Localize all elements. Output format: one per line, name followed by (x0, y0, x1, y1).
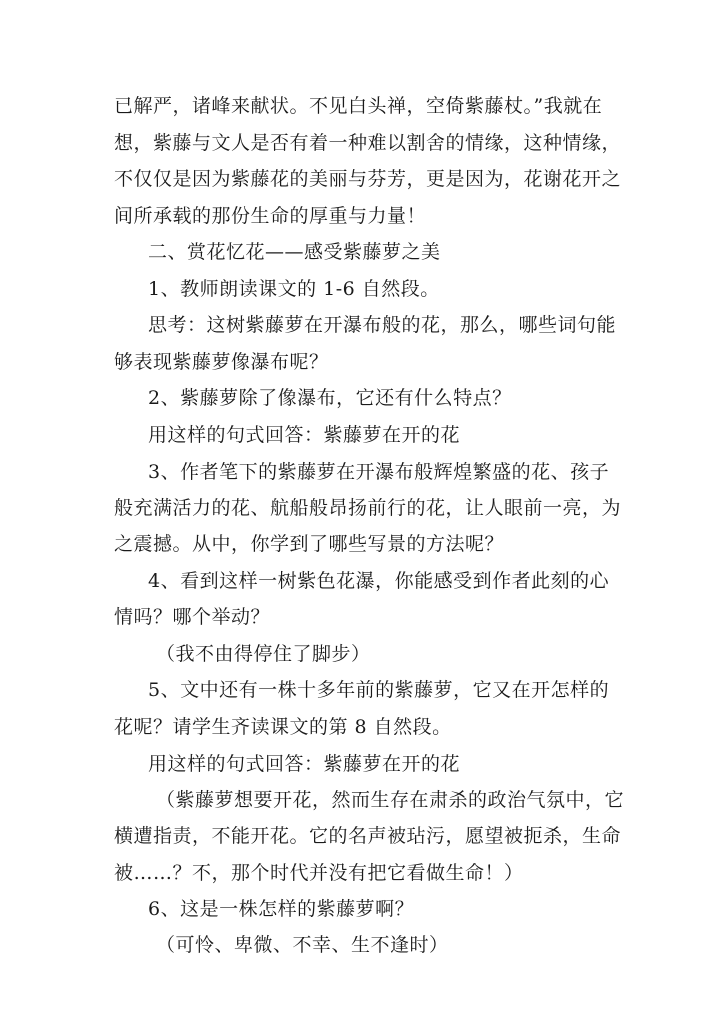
text-line: 够表现紫藤萝像瀑布呢？ (114, 351, 329, 373)
text-line: 想，紫藤与文人是否有着一种难以割舍的情缘，这种情缘， (114, 132, 622, 154)
text-line: 5、文中还有一株十多年前的紫藤萝，它又在开怎样的 (148, 679, 610, 701)
text-line: 横遭指责，不能开花。它的名声被玷污，愿望被扼杀，生命 (114, 825, 622, 847)
text-line: 用这样的句式回答：紫藤萝在开的花 (148, 424, 461, 446)
section-heading: 二、赏花忆花——感受紫藤萝之美 (148, 241, 441, 263)
text-line: 间所承载的那份生命的厚重与力量！ (114, 205, 427, 227)
text-line: 1、教师朗读课文的 1-6 自然段。 (148, 278, 440, 300)
text-line: （我不由得停住了脚步） (156, 643, 371, 665)
text-line: 不仅仅是因为紫藤花的美丽与芬芳，更是因为，花谢花开之 (114, 168, 622, 190)
text-line: 思考：这树紫藤萝在开瀑布般的花，那么，哪些词句能 (148, 314, 617, 336)
text-line: （可怜、卑微、不幸、生不逢时） (156, 934, 449, 956)
text-line: 用这样的句式回答：紫藤萝在开的花 (148, 753, 461, 775)
text-line: 花呢？请学生齐读课文的第 8 自然段。 (114, 716, 452, 738)
text-line: 已解严，诸峰来献状。不见白头禅，空倚紫藤杖。”我就在 (114, 95, 603, 117)
text-line: （紫藤萝想要开花，然而生存在肃杀的政治气氛中，它 (156, 789, 625, 811)
text-line: 4、看到这样一树紫色花瀑，你能感受到作者此刻的心 (148, 570, 610, 592)
text-line: 6、这是一株怎样的紫藤萝啊？ (148, 898, 415, 920)
text-line: 被……？不，那个时代并没有把它看做生命！） (114, 862, 524, 884)
text-line: 之震撼。从中，你学到了哪些写景的方法呢？ (114, 533, 505, 555)
text-line: 般充满活力的花、航船般昂扬前行的花，让人眼前一亮，为 (114, 497, 622, 519)
text-line: 情吗？哪个举动？ (114, 606, 271, 628)
text-line: 3、作者笔下的紫藤萝在开瀑布般辉煌繁盛的花、孩子 (148, 461, 610, 483)
text-line: 2、紫藤萝除了像瀑布，它还有什么特点？ (148, 387, 512, 409)
